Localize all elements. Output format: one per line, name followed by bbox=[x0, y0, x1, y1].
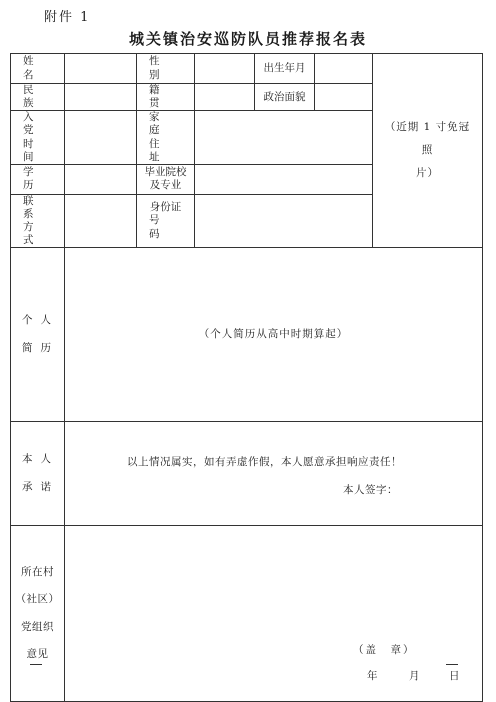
gender-label: 性 别 bbox=[137, 54, 195, 84]
photo-hint-line2: 片） bbox=[416, 167, 439, 180]
signature-label: 本人签字： bbox=[343, 484, 398, 497]
resume-content-cell[interactable] bbox=[65, 248, 483, 422]
party-opinion-label: 所在村 （社区） 党组织 意见 bbox=[11, 526, 65, 702]
ethnicity-value-cell[interactable] bbox=[65, 84, 137, 111]
home-address-label: 家 庭 住 址 bbox=[137, 111, 195, 165]
pledge-statement: 以上情况属实，如有弄虚作假，本人愿意承担响应责任！ bbox=[127, 456, 402, 469]
education-value-cell[interactable] bbox=[65, 164, 137, 194]
home-address-value-cell[interactable] bbox=[195, 111, 373, 165]
form-title: 城关镇治安巡防队员推荐报名表 bbox=[128, 30, 367, 48]
stamp-label: （盖 章） bbox=[353, 644, 416, 657]
photo-hint-line1: （近期 1 寸免冠照 bbox=[384, 120, 471, 157]
id-number-label: 身份证 号 码 bbox=[137, 194, 195, 248]
school-major-value-cell[interactable] bbox=[195, 164, 373, 194]
date-month-label: 月 bbox=[409, 670, 420, 683]
registration-form-table bbox=[10, 53, 483, 702]
name-value-cell[interactable] bbox=[65, 54, 137, 84]
id-number-value-cell[interactable] bbox=[195, 194, 373, 248]
native-place-label: 籍 贯 bbox=[137, 84, 195, 111]
school-major-label: 毕业院校 及专业 bbox=[137, 164, 195, 194]
attachment-label: 附件 1 bbox=[44, 10, 91, 25]
pledge-label: 本人 承诺 bbox=[11, 422, 65, 526]
resume-label: 个人 简历 bbox=[11, 248, 65, 422]
birth-value-cell[interactable] bbox=[315, 54, 373, 84]
name-label: 姓 名 bbox=[11, 54, 65, 84]
party-join-date-label: 入 党 时 间 bbox=[11, 111, 65, 165]
date-day-label: 日 bbox=[449, 670, 460, 683]
contact-label: 联 系 方 式 bbox=[11, 194, 65, 248]
contact-value-cell[interactable] bbox=[65, 194, 137, 248]
photo-cell[interactable] bbox=[373, 54, 483, 248]
political-status-label: 政治面貌 bbox=[255, 84, 315, 111]
political-status-value-cell[interactable] bbox=[315, 84, 373, 111]
party-join-date-value-cell[interactable] bbox=[65, 111, 137, 165]
pledge-content-cell bbox=[65, 422, 483, 526]
birth-label: 出生年月 bbox=[255, 54, 315, 84]
education-label: 学 历 bbox=[11, 164, 65, 194]
ethnicity-label: 民 族 bbox=[11, 84, 65, 111]
date-year-label: 年 bbox=[367, 670, 378, 683]
party-opinion-content-cell[interactable] bbox=[65, 526, 483, 702]
native-place-value-cell[interactable] bbox=[195, 84, 255, 111]
resume-hint: （个人简历从高中时期算起） bbox=[198, 328, 349, 341]
gender-value-cell[interactable] bbox=[195, 54, 255, 84]
